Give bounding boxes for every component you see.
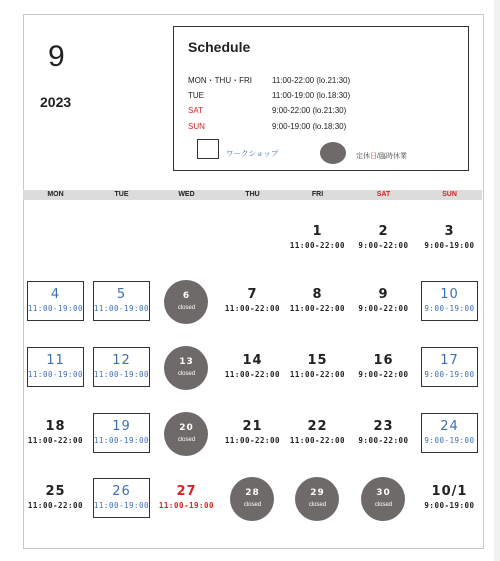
day-cell [23,344,88,392]
day-number: 19 [112,419,131,434]
day-hours: 11:00-19:00 [93,436,150,445]
day-number: 9 [378,287,389,302]
day-hours: 11:00-22:00 [27,436,84,445]
schedule-row [188,75,350,86]
schedule-days: SUN [188,122,205,131]
day-number: 4 [50,287,61,302]
closed-circle [164,346,208,390]
day-hours: 9:00-19:00 [424,370,475,379]
day-number: 28 [245,488,260,498]
day-number: 23 [373,419,394,434]
day-cell [285,410,350,458]
day-cell [220,278,285,326]
schedule-hours: 11:00-22:00 (lo.21:30) [272,76,351,85]
closed-circle [361,477,405,521]
day-cell [285,475,350,523]
closed-label: closed [177,371,196,377]
day-hours: 11:00-19:00 [27,304,84,313]
day-hours: 11:00-22:00 [289,436,346,445]
day-cell [89,344,154,392]
day-cell [23,278,88,326]
day-cell [285,278,350,326]
day-hours: 11:00-22:00 [224,436,281,445]
day-number: 22 [307,419,328,434]
day-hours: 9:00-19:00 [424,436,475,445]
schedule-row [188,106,346,115]
day-cell [89,410,154,458]
day-number: 8 [312,287,323,302]
closed-circle [295,477,339,521]
day-hours: 9:00-22:00 [358,436,409,445]
day-hours: 11:00-22:00 [224,370,281,379]
day-number: 1 [312,224,323,239]
day-number: 21 [242,419,263,434]
day-cell [220,475,285,523]
day-hours: 11:00-19:00 [93,501,150,510]
day-number: 27 [176,484,197,499]
weekday-header [23,190,482,200]
closed-legend-red: 日 [370,153,377,160]
schedule-days: TUE [188,91,204,100]
day-hours: 11:00-22:00 [289,241,346,250]
day-hours: 9:00-19:00 [424,501,475,510]
weekday-tue: TUE [114,191,129,198]
day-hours: 11:00-22:00 [289,370,346,379]
year-label: 2023 [40,94,72,110]
closed-legend-prefix: 定休 [356,153,370,160]
day-number: 30 [376,488,391,498]
day-cell [417,475,482,523]
day-number: 14 [242,353,263,368]
day-number: 29 [310,488,325,498]
closed-label: closed [177,305,196,311]
closed-legend-suffix: /臨時休業 [377,153,407,160]
day-cell [285,215,350,263]
closed-legend-dot [320,142,346,164]
day-cell [89,475,154,523]
day-hours: 9:00-19:00 [424,304,475,313]
schedule-row [188,91,350,100]
closed-circle [230,477,274,521]
day-cell [351,215,416,263]
day-hours: 11:00-22:00 [224,304,281,313]
day-cell [23,475,88,523]
day-hours: 11:00-19:00 [93,370,150,379]
day-number: 10/1 [431,484,468,499]
day-number: 2 [378,224,389,239]
day-cell [220,410,285,458]
scrollbar-track[interactable] [494,0,500,561]
day-number: 20 [179,423,194,433]
day-number: 6 [182,291,191,301]
weekday-fri: FRI [311,191,324,198]
day-number: 5 [116,287,127,302]
day-cell [23,410,88,458]
weekday-mon: MON [47,191,64,198]
day-number: 10 [440,287,459,302]
day-cell [351,344,416,392]
weekday-thu: THU [245,191,260,198]
weekday-sat: SAT [376,191,391,198]
day-cell [417,410,482,458]
day-number: 7 [247,287,258,302]
schedule-row [188,122,346,131]
day-hours: 9:00-22:00 [358,370,409,379]
day-cell [417,215,482,263]
schedule-box [173,26,469,171]
month-number: 9 [48,40,66,73]
day-number: 11 [46,353,65,368]
day-hours: 11:00-19:00 [27,370,84,379]
day-cell [154,410,219,458]
day-number: 13 [179,357,194,367]
day-cell [417,278,482,326]
schedule-hours: 9:00-19:00 (lo.18:30) [272,122,347,131]
closed-legend-label [356,151,407,161]
closed-label: closed [243,502,262,508]
day-number: 3 [444,224,455,239]
workshop-legend-square [197,139,219,159]
day-cell [154,344,219,392]
closed-label: closed [374,502,393,508]
schedule-hours: 11:00-19:00 (lo.18:30) [272,91,351,100]
day-number: 16 [373,353,394,368]
day-hours: 11:00-19:00 [93,304,150,313]
day-cell [351,475,416,523]
day-hours: 9:00-22:00 [358,304,409,313]
workshop-legend-label: ワークショップ [226,149,279,158]
day-number: 12 [112,353,131,368]
day-number: 17 [440,353,459,368]
day-cell [154,278,219,326]
day-hours: 11:00-22:00 [27,501,84,510]
schedule-hours: 9:00-22:00 (lo.21:30) [272,106,347,115]
day-number: 15 [307,353,328,368]
day-hours: 9:00-19:00 [424,241,475,250]
closed-label: closed [308,502,327,508]
weekday-wed: WED [178,191,195,198]
day-hours: 9:00-22:00 [358,241,409,250]
day-cell [417,344,482,392]
schedule-title: Schedule [188,39,251,55]
day-hours: 11:00-22:00 [289,304,346,313]
day-cell [154,475,219,523]
day-number: 24 [440,419,459,434]
closed-circle [164,412,208,456]
day-hours: 11:00-19:00 [158,501,215,510]
schedule-days: MON・THU・FRI [188,76,252,85]
day-cell [220,344,285,392]
closed-label: closed [177,437,196,443]
closed-circle [164,280,208,324]
weekday-sun: SUN [442,191,457,198]
day-cell [351,278,416,326]
day-cell [89,278,154,326]
schedule-days: SAT [188,106,203,115]
day-number: 25 [45,484,66,499]
day-cell [351,410,416,458]
day-number: 18 [45,419,66,434]
day-number: 26 [112,484,131,499]
day-cell [285,344,350,392]
